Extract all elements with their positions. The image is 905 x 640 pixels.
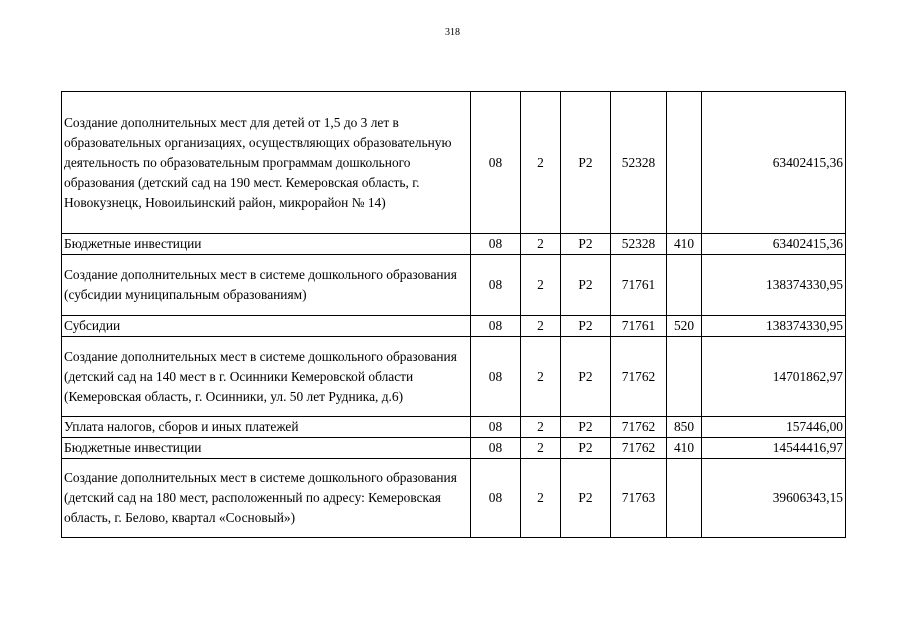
row-amount: 39606343,15 <box>702 459 846 538</box>
row-program: Р2 <box>561 459 611 538</box>
row-program: Р2 <box>561 234 611 255</box>
row-subsection: 2 <box>521 417 561 438</box>
row-name: Уплата налогов, сборов и иных платежей <box>62 417 471 438</box>
row-name: Субсидии <box>62 316 471 337</box>
row-section: 08 <box>471 316 521 337</box>
row-section: 08 <box>471 438 521 459</box>
row-name: Создание дополнительных мест для детей от 1,5 до 3 лет в образовательных организациях, осуществляющих образовательную деятельность по образовательным программам дошкольного образования (детский сад на 190 мест. Кемеровская область, г. Новокузнецк, Новоильинский район, микрорайон № 14) <box>62 92 471 234</box>
row-direction: 71762 <box>611 337 667 417</box>
page-number: 318 <box>445 27 460 38</box>
row-amount: 138374330,95 <box>702 255 846 316</box>
row-direction: 71763 <box>611 459 667 538</box>
table-row <box>62 255 846 316</box>
row-subsection: 2 <box>521 316 561 337</box>
row-section: 08 <box>471 234 521 255</box>
table-row <box>62 337 846 417</box>
row-expense-type: 850 <box>667 417 702 438</box>
row-program: Р2 <box>561 417 611 438</box>
row-name: Создание дополнительных мест в системе дошкольного образования (детский сад на 180 мест, расположенный по адресу: Кемеровская область, г. Белово, квартал «Сосновый») <box>62 459 471 538</box>
row-expense-type: 410 <box>667 438 702 459</box>
row-subsection: 2 <box>521 92 561 234</box>
row-expense-type <box>667 255 702 316</box>
row-expense-type <box>667 459 702 538</box>
row-direction: 71762 <box>611 438 667 459</box>
table-row <box>62 234 846 255</box>
row-expense-type: 520 <box>667 316 702 337</box>
row-direction: 71761 <box>611 255 667 316</box>
row-section: 08 <box>471 92 521 234</box>
row-subsection: 2 <box>521 337 561 417</box>
row-subsection: 2 <box>521 234 561 255</box>
row-program: Р2 <box>561 337 611 417</box>
row-expense-type <box>667 337 702 417</box>
row-direction: 52328 <box>611 234 667 255</box>
table-row <box>62 459 846 538</box>
row-amount: 63402415,36 <box>702 92 846 234</box>
row-subsection: 2 <box>521 255 561 316</box>
table-row <box>62 316 846 337</box>
row-name: Создание дополнительных мест в системе дошкольного образования (субсидии муниципальным образованиям) <box>62 255 471 316</box>
row-amount: 14544416,97 <box>702 438 846 459</box>
row-amount: 138374330,95 <box>702 316 846 337</box>
row-program: Р2 <box>561 438 611 459</box>
row-direction: 71762 <box>611 417 667 438</box>
row-expense-type: 410 <box>667 234 702 255</box>
row-name: Бюджетные инвестиции <box>62 438 471 459</box>
row-amount: 14701862,97 <box>702 337 846 417</box>
row-direction: 52328 <box>611 92 667 234</box>
row-amount: 63402415,36 <box>702 234 846 255</box>
row-expense-type <box>667 92 702 234</box>
table-row <box>62 438 846 459</box>
row-program: Р2 <box>561 316 611 337</box>
row-section: 08 <box>471 417 521 438</box>
row-subsection: 2 <box>521 459 561 538</box>
row-section: 08 <box>471 337 521 417</box>
row-amount: 157446,00 <box>702 417 846 438</box>
row-name: Бюджетные инвестиции <box>62 234 471 255</box>
row-name: Создание дополнительных мест в системе дошкольного образования (детский сад на 140 мест в г. Осинники Кемеровской области (Кемеровская область, г. Осинники, ул. 50 лет Рудника, д.6) <box>62 337 471 417</box>
row-direction: 71761 <box>611 316 667 337</box>
table-row <box>62 417 846 438</box>
row-program: Р2 <box>561 255 611 316</box>
row-program: Р2 <box>561 92 611 234</box>
row-section: 08 <box>471 255 521 316</box>
row-section: 08 <box>471 459 521 538</box>
budget-table <box>61 91 846 538</box>
row-subsection: 2 <box>521 438 561 459</box>
table-row <box>62 92 846 234</box>
